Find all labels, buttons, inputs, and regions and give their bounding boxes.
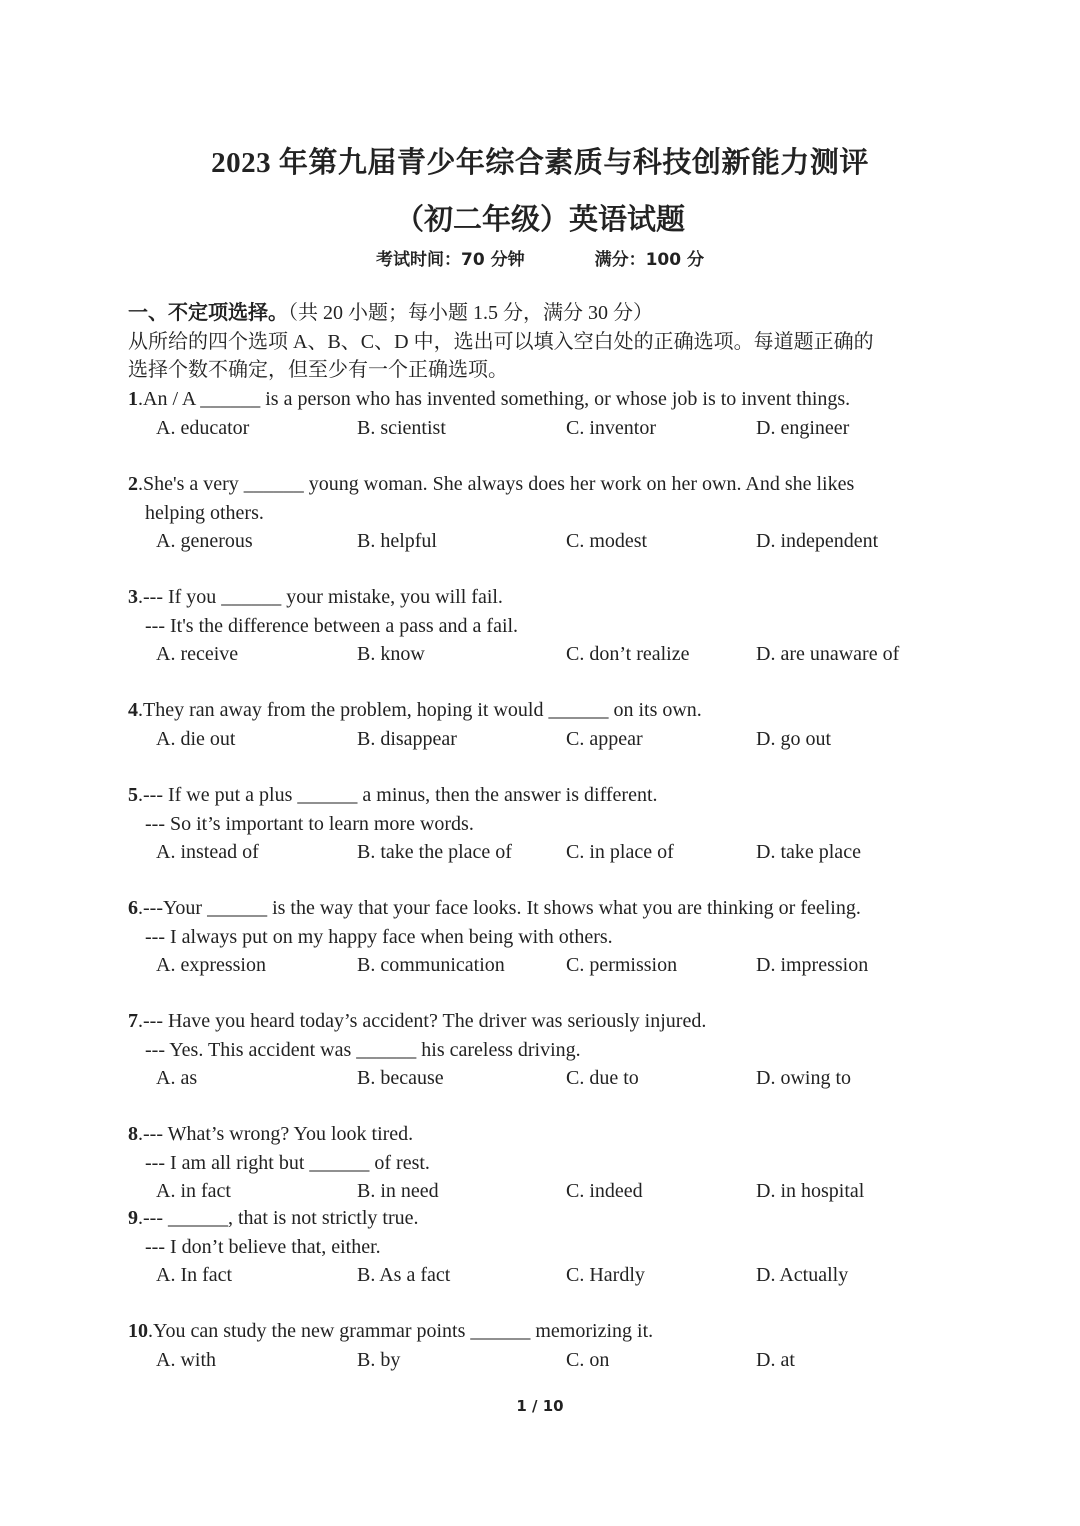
- question-text: --- If we put a plus ______ a minus, then the answer is different.: [143, 784, 658, 806]
- question-text: You can study the new grammar points ______ memorizing it.: [153, 1320, 654, 1342]
- option-b: B. in need: [357, 1180, 439, 1202]
- option-c: C. don’t realize: [566, 643, 690, 665]
- option-d: D. engineer: [756, 416, 850, 439]
- option-c: C. inventor: [566, 416, 656, 439]
- question-number: 7: [128, 1010, 138, 1032]
- option-d: D. Actually: [756, 1264, 849, 1286]
- question-number: 6: [128, 897, 138, 919]
- options-row: [128, 1346, 958, 1375]
- question-number: 8: [128, 1123, 138, 1145]
- section-instructions-line1: 从所给的四个选项 A、B、C、D 中，选出可以填入空白处的正确选项。每道题正确的: [128, 330, 874, 353]
- question-number: 9: [128, 1207, 138, 1229]
- section-heading-note: （共 20 小题；每小题 1.5 分，满分 30 分）: [288, 302, 653, 324]
- question-number: 2: [128, 473, 138, 495]
- question: 1.An / A ______ is a person who has invented something, or whose job is to invent things. A. educator B. scientist C. inventor D. engineer: [128, 385, 958, 442]
- option-c: C. Hardly: [566, 1264, 645, 1286]
- options-row: [128, 951, 958, 980]
- option-d: D. in hospital: [756, 1180, 865, 1202]
- exam-subtitle: （初二年级）英语试题: [394, 204, 685, 236]
- question: 8.--- What’s wrong? You look tired. --- I am all right but ______ of rest. A. in fact B. in need C. indeed D. in hospital: [128, 1120, 958, 1206]
- question-number: 4: [128, 699, 138, 721]
- option-c: C. on: [566, 1348, 610, 1371]
- question-text-continued: --- So it’s important to learn more words.: [145, 812, 474, 835]
- question-text-continued: --- I am all right but ______ of rest.: [145, 1151, 430, 1174]
- option-a: A. In fact: [156, 1264, 233, 1286]
- options-row: [128, 725, 958, 754]
- question-number: 5: [128, 784, 138, 806]
- question-text: An / A ______ is a person who has invented something, or whose job is to invent things.: [143, 388, 851, 410]
- page-number: 1 / 10: [516, 1397, 564, 1415]
- option-d: D. go out: [756, 727, 831, 750]
- option-a: A. with: [156, 1348, 216, 1371]
- option-d: D. are unaware of: [756, 643, 900, 665]
- question-text-continued: helping others.: [145, 501, 264, 524]
- options-row: [128, 640, 958, 669]
- option-a: A. receive: [156, 643, 239, 665]
- question: 3.--- If you ______ your mistake, you will fail. --- It's the difference between a pass and a fail. A. receive B. know C. don’t realize D. are unaware of: [128, 583, 958, 669]
- option-b: B. take the place of: [357, 841, 512, 863]
- options-row: [128, 414, 958, 443]
- section-heading: 一、不定项选择。: [128, 302, 288, 324]
- option-b: B. As a fact: [357, 1264, 451, 1286]
- option-a: A. in fact: [156, 1180, 231, 1202]
- option-d: D. owing to: [756, 1067, 851, 1089]
- option-b: B. helpful: [357, 530, 437, 552]
- question: 9.--- ______, that is not strictly true. --- I don’t believe that, either. A. In fact B. As a fact C. Hardly D. Actually: [128, 1204, 958, 1290]
- question: 7.--- Have you heard today’s accident? The driver was seriously injured. --- Yes. This accident was ______ his careless driving. A. as B. because C. due to D. owing to: [128, 1007, 958, 1093]
- option-d: D. impression: [756, 954, 869, 976]
- question-text: They ran away from the problem, hoping it would ______ on its own.: [143, 699, 702, 721]
- question-text: --- What’s wrong? You look tired.: [143, 1123, 414, 1145]
- question-text-continued: --- I don’t believe that, either.: [145, 1235, 381, 1258]
- question-text: She's a very ______ young woman. She always does her work on her own. And she likes: [143, 473, 855, 495]
- question-text: --- Have you heard today’s accident? The driver was seriously injured.: [143, 1010, 707, 1032]
- question-text-continued: --- It's the difference between a pass and a fail.: [145, 614, 519, 637]
- question-number: 1: [128, 388, 138, 410]
- question: 6.---Your ______ is the way that your face looks. It shows what you are thinking or feeling. --- I always put on my happy face when being with others. A. expression B. communication C. permission D. impression: [128, 894, 958, 980]
- option-d: D. at: [756, 1348, 795, 1371]
- option-a: A. as: [156, 1067, 198, 1089]
- options-row: [128, 1064, 958, 1093]
- option-b: B. disappear: [357, 727, 457, 750]
- option-b: B. scientist: [357, 416, 446, 439]
- exam-meta: [0, 245, 1080, 270]
- question-text: --- If you ______ your mistake, you will fail.: [143, 586, 503, 608]
- option-d: D. independent: [756, 530, 879, 552]
- option-c: C. appear: [566, 727, 643, 750]
- question-text-continued: --- Yes. This accident was ______ his careless driving.: [145, 1038, 581, 1061]
- section-header: [128, 299, 958, 385]
- option-b: B. by: [357, 1348, 401, 1371]
- option-a: A. die out: [156, 727, 236, 750]
- options-row: [128, 838, 958, 867]
- exam-time: 考试时间：70 分钟: [376, 250, 525, 270]
- option-a: A. instead of: [156, 841, 259, 863]
- exam-title: 2023 年第九届青少年综合素质与科技创新能力测评: [211, 147, 869, 179]
- option-b: B. know: [357, 643, 425, 665]
- question: 2.She's a very ______ young woman. She always does her work on her own. And she likes helping others. A. generous B. helpful C. modest D. independent: [128, 470, 958, 556]
- option-a: A. educator: [156, 416, 250, 439]
- question: 4.They ran away from the problem, hoping it would ______ on its own. A. die out B. disappear C. appear D. go out: [128, 696, 958, 753]
- question: 10.You can study the new grammar points ______ memorizing it. A. with B. by C. on D. at: [128, 1317, 958, 1374]
- question-number: 10: [128, 1320, 148, 1342]
- option-d: D. take place: [756, 841, 861, 863]
- question-text-continued: --- I always put on my happy face when being with others.: [145, 925, 613, 948]
- option-a: A. generous: [156, 530, 253, 552]
- full-score: 满分：100 分: [594, 250, 704, 270]
- option-c: C. indeed: [566, 1180, 643, 1202]
- question: 5.--- If we put a plus ______ a minus, then the answer is different. --- So it’s important to learn more words. A. instead of B. take the place of C. in place of D. take place: [128, 781, 958, 867]
- options-row: [128, 527, 958, 556]
- option-c: C. in place of: [566, 841, 674, 863]
- option-a: A. expression: [156, 954, 266, 976]
- options-row: [128, 1261, 958, 1290]
- option-b: B. because: [357, 1067, 444, 1089]
- question-text: --- ______, that is not strictly true.: [143, 1207, 419, 1229]
- option-c: C. due to: [566, 1067, 639, 1089]
- option-c: C. permission: [566, 954, 678, 976]
- question-number: 3: [128, 586, 138, 608]
- section-instructions-line2: 选择个数不确定，但至少有一个正确选项。: [128, 359, 508, 381]
- question-text: ---Your ______ is the way that your face looks. It shows what you are thinking or feeling.: [143, 897, 861, 919]
- options-row: [128, 1177, 958, 1206]
- option-c: C. modest: [566, 530, 648, 552]
- option-b: B. communication: [357, 954, 505, 976]
